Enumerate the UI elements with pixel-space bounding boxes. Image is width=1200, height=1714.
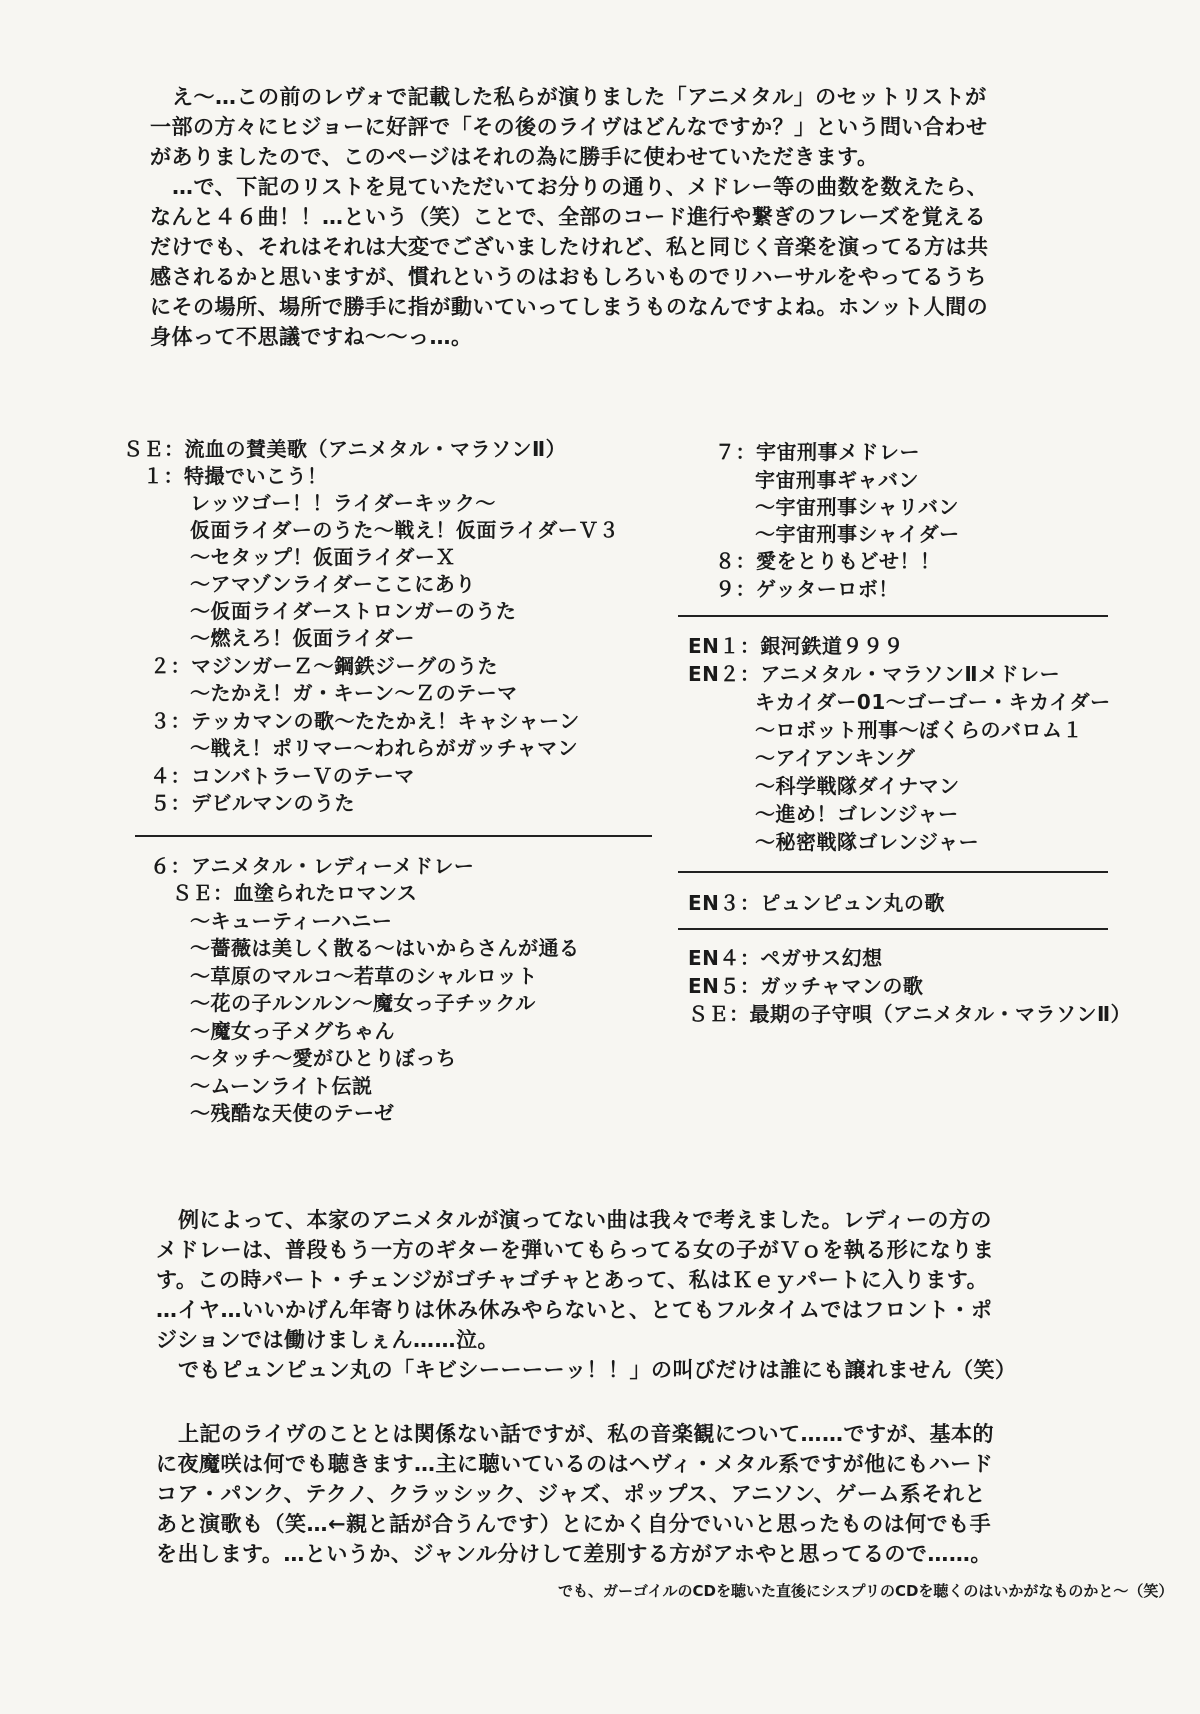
music-line: 上記のライヴのこととは関係ない話ですが、私の音楽観について……ですが、基本的 <box>178 1422 994 1446</box>
divider <box>678 871 1108 873</box>
setlist-item: ４：コンバトラーＶのテーマ <box>150 764 415 788</box>
setlist-item: ～宇宙刑事シャイダー <box>755 522 960 546</box>
setlist-item: ７：宇宙刑事メドレー <box>715 440 920 464</box>
setlist-item: レッツゴー！！ライダーキック～ <box>190 491 496 515</box>
setlist-item: EN１：銀河鉄道９９９ <box>688 634 904 658</box>
music-line: あと演歌も（笑…←親と話が合うんです）とにかく自分でいいと思ったものは何でも手 <box>156 1512 992 1536</box>
setlist-item: ～仮面ライダーストロンガーのうた <box>190 599 517 623</box>
setlist-item: ～薔薇は美しく散る～はいからさんが通る <box>190 936 580 960</box>
setlist-item: ～草原のマルコ～若草のシャルロット <box>190 964 538 988</box>
intro-line: 身体って不思議ですね～～っ…。 <box>150 325 473 349</box>
setlist-item: ３：テッカマンの歌～たたかえ！キャシャーン <box>150 709 580 733</box>
music-line: に夜魔咲は何でも聴きます…主に聴いているのはヘヴィ・メタル系ですが他にもハード <box>156 1452 994 1476</box>
setlist-item: ９：ゲッターロボ！ <box>715 577 899 601</box>
setlist-item: ～戦え！ポリマー～われらがガッチャマン <box>190 736 579 760</box>
intro-line: なんと４６曲！！…という（笑）ことで、全部のコード進行や繋ぎのフレーズを覚える <box>150 205 987 229</box>
setlist-item: キカイダー01～ゴーゴー・キカイダー <box>755 690 1111 714</box>
setlist-item: ～アイアンキング <box>755 746 916 770</box>
music-line: コア・パンク、テクノ、クラッシック、ジャズ、ポップス、アニソン、ゲーム系それと <box>156 1482 986 1506</box>
comment-line: …イヤ…いいかげん年寄りは休み休みやらないと、とてもフルタイムではフロント・ポ <box>156 1298 993 1322</box>
setlist-item: ～ロボット刑事～ぼくらのバロム１ <box>755 718 1083 742</box>
setlist-item: ～秘密戦隊ゴレンジャー <box>755 830 980 854</box>
music-line: を出します。…というか、ジャンル分けして差別する方がアホやと思ってるので……。 <box>156 1542 992 1566</box>
comment-line: メドレーは、普段もう一方のギターを弾いてもらってる女の子がＶｏを執る形になりま <box>156 1238 995 1262</box>
setlist-item: 宇宙刑事ギャバン <box>755 468 919 492</box>
divider <box>678 928 1108 930</box>
setlist-item: ～科学戦隊ダイナマン <box>755 774 960 798</box>
comment-line: でもピュンピュン丸の「キビシーーーーッ！！」の叫びだけは誰にも譲れません（笑） <box>178 1358 1017 1382</box>
setlist-item: ～燃えろ！仮面ライダー <box>190 626 415 650</box>
intro-line: にその場所、場所で勝手に指が動いていってしまうものなんですよね。ホンット人間の <box>150 295 989 319</box>
setlist-item: ＳＥ：最期の子守唄（アニメタル・マラソンⅡ） <box>688 1002 1132 1026</box>
setlist-item: ５：デビルマンのうた <box>150 791 355 815</box>
comment-line: 例によって、本家のアニメタルが演ってない曲は我々で考えました。レディーの方の <box>178 1208 992 1232</box>
setlist-item: ～セタップ！仮面ライダーＸ <box>190 545 456 569</box>
setlist-item: ～アマゾンライダーここにあり <box>190 572 476 596</box>
intro-line: だけでも、それはそれは大変でございましたけれど、私と同じく音楽を演ってる方は共 <box>150 235 989 259</box>
setlist-item: EN５：ガッチャマンの歌 <box>688 974 924 998</box>
setlist-item: ～ムーンライト伝説 <box>190 1074 373 1098</box>
comment-line: す。この時パート・チェンジがゴチャゴチャとあって、私はＫｅｙパートに入ります。 <box>156 1268 989 1292</box>
setlist-item: ＳＥ：流血の賛美歌（アニメタル・マラソンⅡ） <box>123 437 567 461</box>
setlist-item: EN４：ペガサス幻想 <box>688 946 883 970</box>
setlist-item: ＳＥ：血塗られたロマンス <box>172 881 418 905</box>
setlist-item: EN２：アニメタル・マラソンⅡメドレー <box>688 662 1061 686</box>
intro-line: 一部の方々にヒジョーに好評で「その後のライヴはどんなですか？」という問い合わせ <box>150 115 988 139</box>
footnote: でも、ガーゴイルのCDを聴いた直後にシスプリのCDを聴くのはいかがなものかと～（笑） <box>558 1582 1174 1600</box>
intro-line: がありましたので、このページはそれの為に勝手に使わせていただきます。 <box>150 145 879 169</box>
setlist-item: EN３：ピュンピュン丸の歌 <box>688 891 945 915</box>
setlist-item: １：特撮でいこう！ <box>143 464 328 488</box>
setlist-item: ～進め！ゴレンジャー <box>755 802 959 826</box>
intro-line: 感されるかと思いますが、慣れというのはおもしろいものでリハーサルをやってるうち <box>150 265 987 289</box>
setlist-item: ～残酷な天使のテーゼ <box>190 1101 395 1125</box>
setlist-item: ６：アニメタル・レディーメドレー <box>150 854 475 878</box>
intro-line: え～…この前のレヴォで記載した私らが演りました「アニメタル」のセットリストが <box>172 85 987 109</box>
intro-line: …で、下記のリストを見ていただいてお分りの通り、メドレー等の曲数を数えたら、 <box>172 175 989 199</box>
setlist-item: ～花の子ルンルン～魔女っ子チックル <box>190 991 536 1015</box>
setlist-item: ～キューティーハニー <box>190 909 393 933</box>
setlist-item: ８：愛をとりもどせ！！ <box>715 549 941 573</box>
divider <box>678 615 1108 617</box>
divider <box>135 835 652 837</box>
comment-line: ジションでは働けましぇん……泣。 <box>156 1328 500 1352</box>
setlist-item: 仮面ライダーのうた～戦え！仮面ライダーＶ３ <box>190 518 620 542</box>
setlist-item: ～たかえ！ガ・キーン～Ｚのテーマ <box>190 681 518 705</box>
setlist-item: ～宇宙刑事シャリバン <box>755 495 959 519</box>
setlist-item: ～タッチ～愛がひとりぼっち <box>190 1046 457 1070</box>
setlist-item: ２：マジンガーＺ～鋼鉄ジーグのうた <box>150 654 498 678</box>
setlist-item: ～魔女っ子メグちゃん <box>190 1019 395 1043</box>
